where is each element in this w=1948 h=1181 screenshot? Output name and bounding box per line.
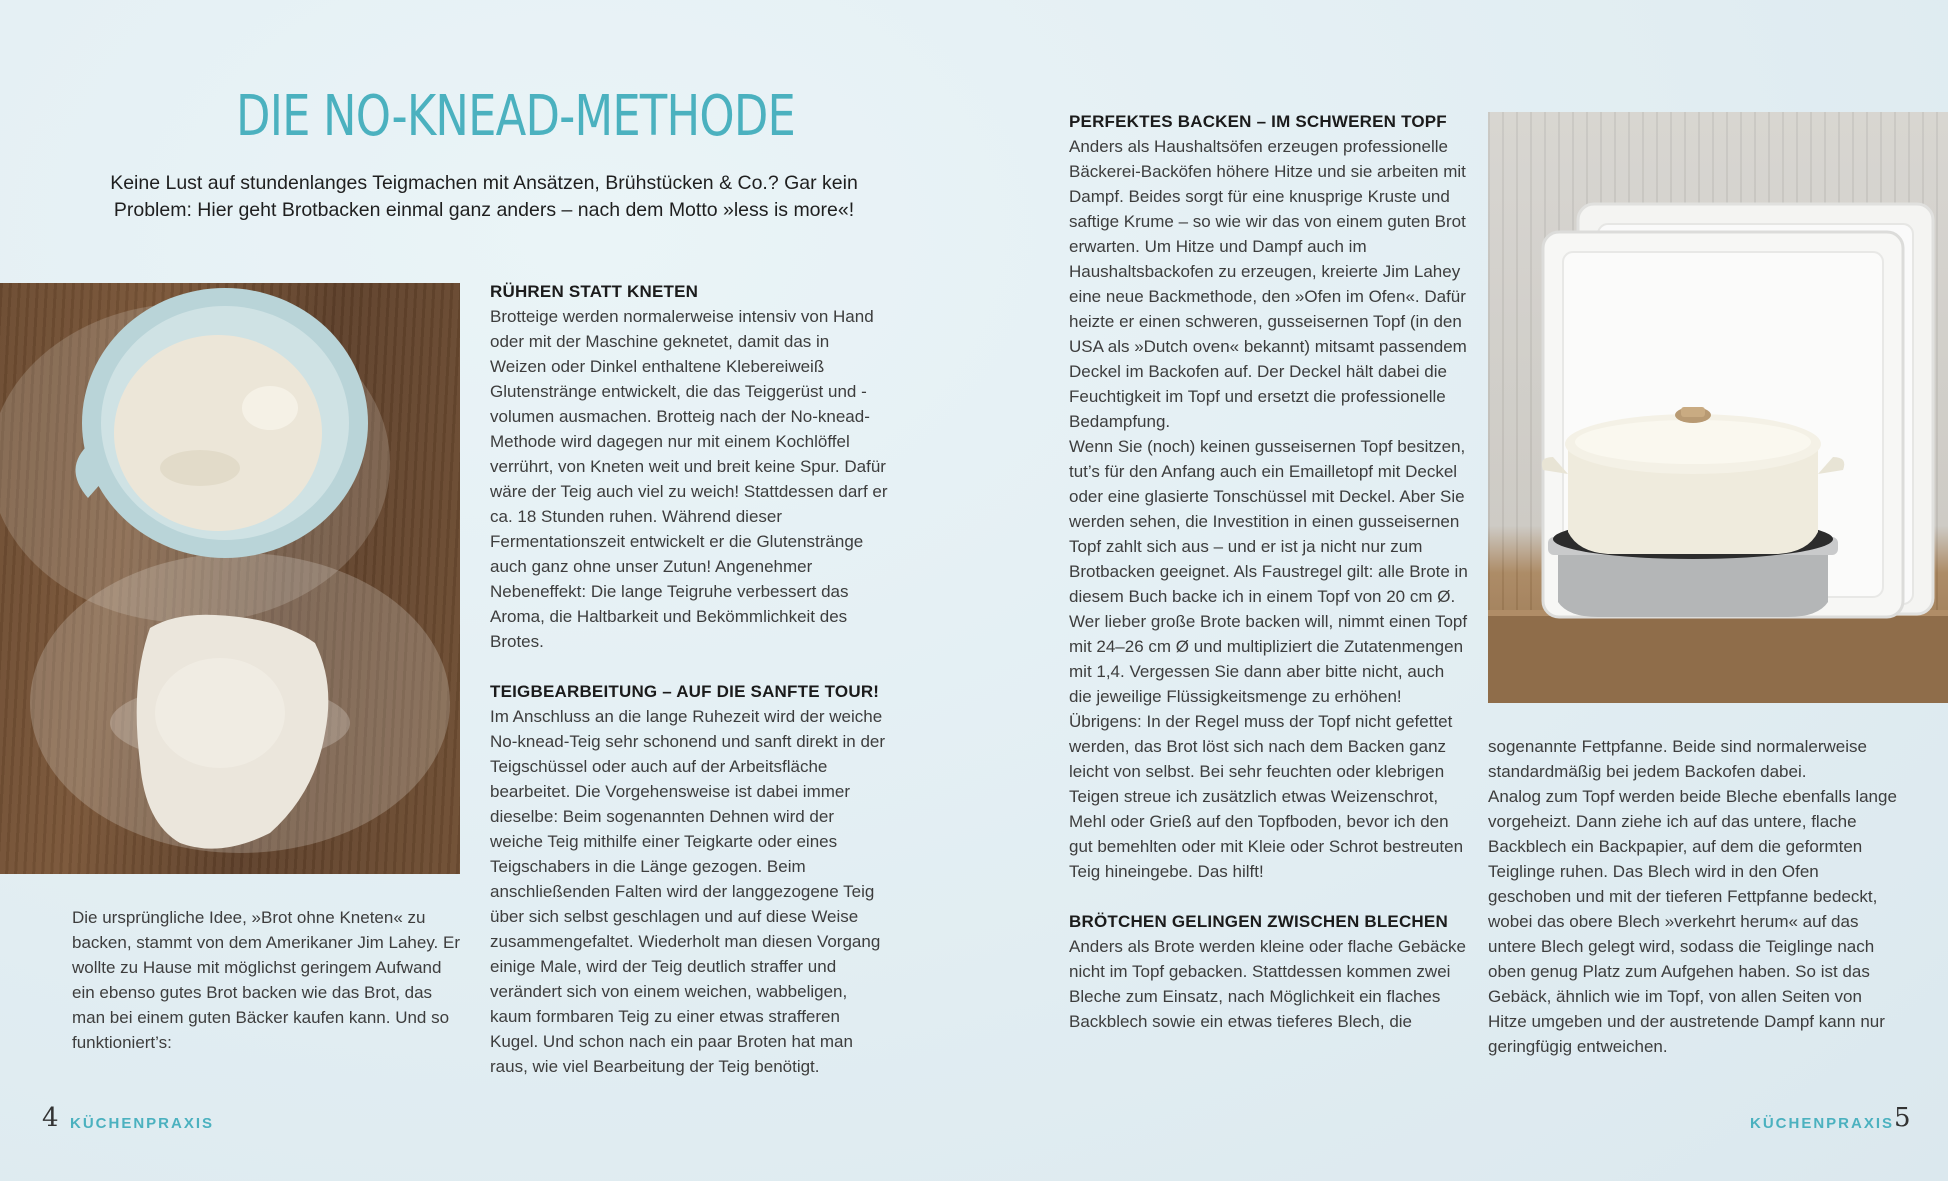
page-number-right: 5: [1894, 1103, 1911, 1133]
dough-illustration: [0, 283, 460, 874]
right-column-2: [1488, 734, 1898, 1059]
heading-ruehren: RÜHREN STATT KNETEN: [490, 282, 699, 301]
pots-illustration: [1488, 112, 1948, 703]
paragraph-ruehren: Brotteige werden normalerweise intensiv von Hand oder mit der Maschine geknetet, damit das in Weizen oder Dinkel enthaltene Klebereiweiß Glutenstränge entwickelt, die das Teiggerüst und -volumen ausmachen. Brotteig nach der No-knead-Methode wird dagegen nur mit einem Kochlöffel verrührt, von Kneten weit und breit keine Spur. Dafür wäre der Teig auch viel zu weich! Stattdessen darf er ca. 18 Stunden ruhen. Während dieser Fermentationszeit entwickelt er die Glutenstränge auch ganz ohne unser Zutun! Angenehmer Nebeneffekt: Die lange Teigruhe verbessert das Aroma, die Haltbarkeit und Bekömmlichkeit des Brotes.: [490, 307, 888, 651]
paragraph-teigbearbeitung: Im Anschluss an die lange Ruhezeit wird der weiche No-knead-Teig sehr schonend und sanft direkt in der Teigschüssel oder auch auf der Arbeitsfläche bearbeitet. Die Vorgehensweise ist dabei immer dieselbe: Beim sogenannten Dehnen wird der weiche Teig mithilfe einer Teigkarte oder eines Teigschabers in die Länge gezogen. Beim anschließenden Falten wird der langgezogene Teig über sich selbst geschlagen und auf diese Weise zusammengefaltet. Wiederholt man diesen Vorgang einige Male, wird der Teig deutlich straffer und verändert sich von einem weichen, wabbeligen, kaum formbaren Teig zu einer etwas strafferen Kugel. Und schon nach ein paar Broten hat man raus, wie viel Bearbeitung der Teig benötigt.: [490, 707, 886, 1076]
right-column-1: [1069, 109, 1469, 1034]
dough-photo: [0, 283, 460, 874]
paragraph-backen-1: Anders als Haushaltsöfen erzeugen professionelle Bäckerei-Backöfen höhere Hitze und sie arbeiten mit Dampf. Beides sorgt für eine knusprige Kruste und saftige Krume – so wie wir das von einem guten Brot erwarten. Um Hitze und Dampf auch im Haushaltsbackofen zu erzeugen, kreierte Jim Lahey eine neue Backmethode, den »Ofen im Ofen«. Dafür heizte er einen schweren, gusseisernen Topf (in den USA als »Dutch oven« bekannt) mitsamt passendem Deckel im Backofen auf. Der Deckel hält dabei die Feuchtigkeit im Topf und ersetzt die professionelle Bedampfung.: [1069, 137, 1467, 431]
footer-label-left: KÜCHENPRAXIS: [70, 1115, 215, 1132]
left-intro-column: [72, 905, 462, 1055]
middle-column: [490, 279, 890, 1079]
paragraph-backen-3: Übrigens: In der Regel muss der Topf nicht gefettet werden, das Brot löst sich nach dem Backen ganz leicht von selbst. Bei sehr feuchten oder klebrigen Teigen streue ich zusätzlich etwas Weizenschrot, Mehl oder Grieß auf den Topfboden, bevor ich den gut bemehlten oder mit Kleie oder Schrot bestreuten Teig hineingebe. Das hilft!: [1069, 712, 1464, 881]
left-paragraph: Die ursprüngliche Idee, »Brot ohne Kneten« zu backen, stammt von dem Amerikaner Jim Lahey. Er wollte zu Hause mit möglichst geringem Aufwand ein ebenso gutes Brot backen wie das Brot, das man bei einem guten Bäcker kaufen kann. Und so funktioniert’s:: [72, 908, 461, 1052]
pots-photo: [1488, 112, 1948, 703]
page-title: DIE NO-KNEAD-METHODE: [236, 84, 796, 149]
paragraph-broetchen-3: Analog zum Topf werden beide Bleche ebenfalls lange vorgeheizt. Dann ziehe ich auf das untere, flache Backblech ein Backpapier, auf dem die geformten Teiglinge ruhen. Das Blech wird in den Ofen geschoben und mit der tieferen Fettpfanne bedeckt, wobei das obere Blech »verkehrt herum« auf das untere Blech gelegt wird, sodass die Teiglinge nach oben genug Platz zum Aufgehen haben. So ist das Gebäck, ähnlich wie im Topf, von allen Seiten von Hitze umgeben und der austretende Dampf kann nur geringfügig entweichen.: [1488, 787, 1897, 1056]
paragraph-broetchen-1: Anders als Brote werden kleine oder flache Gebäcke nicht im Topf gebacken. Stattdessen kommen zwei Bleche zum Einsatz, nach Möglichkeit ein flaches Backblech sowie ein etwas tieferes Blech, die: [1069, 937, 1466, 1031]
footer-label-right: KÜCHENPRAXIS: [1750, 1115, 1895, 1132]
page-number-left: 4: [42, 1103, 59, 1133]
heading-teigbearbeitung: TEIGBEARBEITUNG – AUF DIE SANFTE TOUR!: [490, 682, 880, 701]
heading-perfektes-backen: PERFEKTES BACKEN – IM SCHWEREN TOPF: [1069, 112, 1447, 131]
paragraph-broetchen-2: sogenannte Fettpfanne. Beide sind normalerweise standardmäßig bei jedem Backofen dabei.: [1488, 737, 1867, 781]
intro-text: Keine Lust auf stundenlanges Teigmachen mit Ansätzen, Brühstücken & Co.? Gar kein Problem: Hier geht Brotbacken einmal ganz anders – nach dem Motto »less is more«!: [110, 172, 858, 221]
paragraph-backen-2: Wenn Sie (noch) keinen gusseisernen Topf besitzen, tut’s für den Anfang auch ein Emailletopf mit Deckel oder eine glasierte Tonschüssel mit Deckel. Aber Sie werden sehen, die Investition in einen gusseisernen Topf zahlt sich aus – und er ist ja nicht nur zum Brotbacken geeignet. Als Faustregel gilt: alle Brote in diesem Buch backe ich in einem Topf von 20 cm Ø. Wer lieber große Brote backen will, nimmt einen Topf mit 24–26 cm Ø und multipliziert die Zutatenmengen mit 1,4. Vergessen Sie dann aber bitte nicht, auch die jeweilige Flüssigkeitsmenge zu erhöhen!: [1069, 437, 1468, 706]
heading-broetchen: BRÖTCHEN GELINGEN ZWISCHEN BLECHEN: [1069, 912, 1448, 931]
